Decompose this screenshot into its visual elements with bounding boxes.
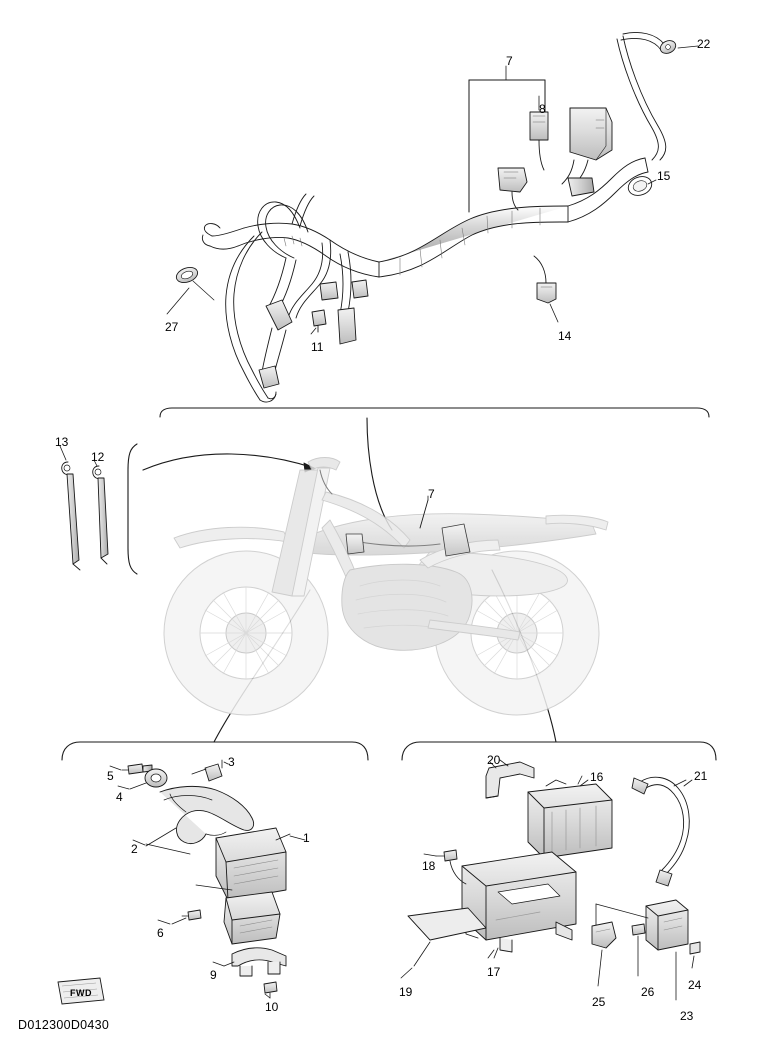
callout-22: 22 xyxy=(697,37,711,51)
callout-4: 4 xyxy=(116,790,123,804)
callout-19: 19 xyxy=(399,985,413,999)
callout-3: 3 xyxy=(228,755,235,769)
callout-24: 24 xyxy=(688,978,702,992)
callout-2: 2 xyxy=(131,842,138,856)
callout-18: 18 xyxy=(422,859,436,873)
callout-25: 25 xyxy=(592,995,606,1009)
callout-17: 17 xyxy=(487,965,501,979)
callout-9: 9 xyxy=(210,968,217,982)
callout-12: 12 xyxy=(91,450,105,464)
callout-13: 13 xyxy=(55,435,69,449)
callout-26: 26 xyxy=(641,985,655,999)
part-code: D012300D0430 xyxy=(18,1018,110,1032)
callout-27: 27 xyxy=(165,320,179,334)
callout-23: 23 xyxy=(680,1009,694,1023)
callout-7-bike: 7 xyxy=(428,487,435,501)
callout-5: 5 xyxy=(107,769,114,783)
callout-21: 21 xyxy=(694,769,708,783)
callout-11: 11 xyxy=(311,340,324,354)
fwd-label: FWD xyxy=(70,988,92,998)
callout-10: 10 xyxy=(265,1000,279,1014)
callout-15: 15 xyxy=(657,169,671,183)
callout-6: 6 xyxy=(157,926,164,940)
callout-14: 14 xyxy=(558,329,572,343)
callout-1: 1 xyxy=(303,831,310,845)
callout-8: 8 xyxy=(539,102,546,116)
callout-7: 7 xyxy=(506,54,513,68)
callout-16: 16 xyxy=(590,770,604,784)
callout-20: 20 xyxy=(487,753,501,767)
